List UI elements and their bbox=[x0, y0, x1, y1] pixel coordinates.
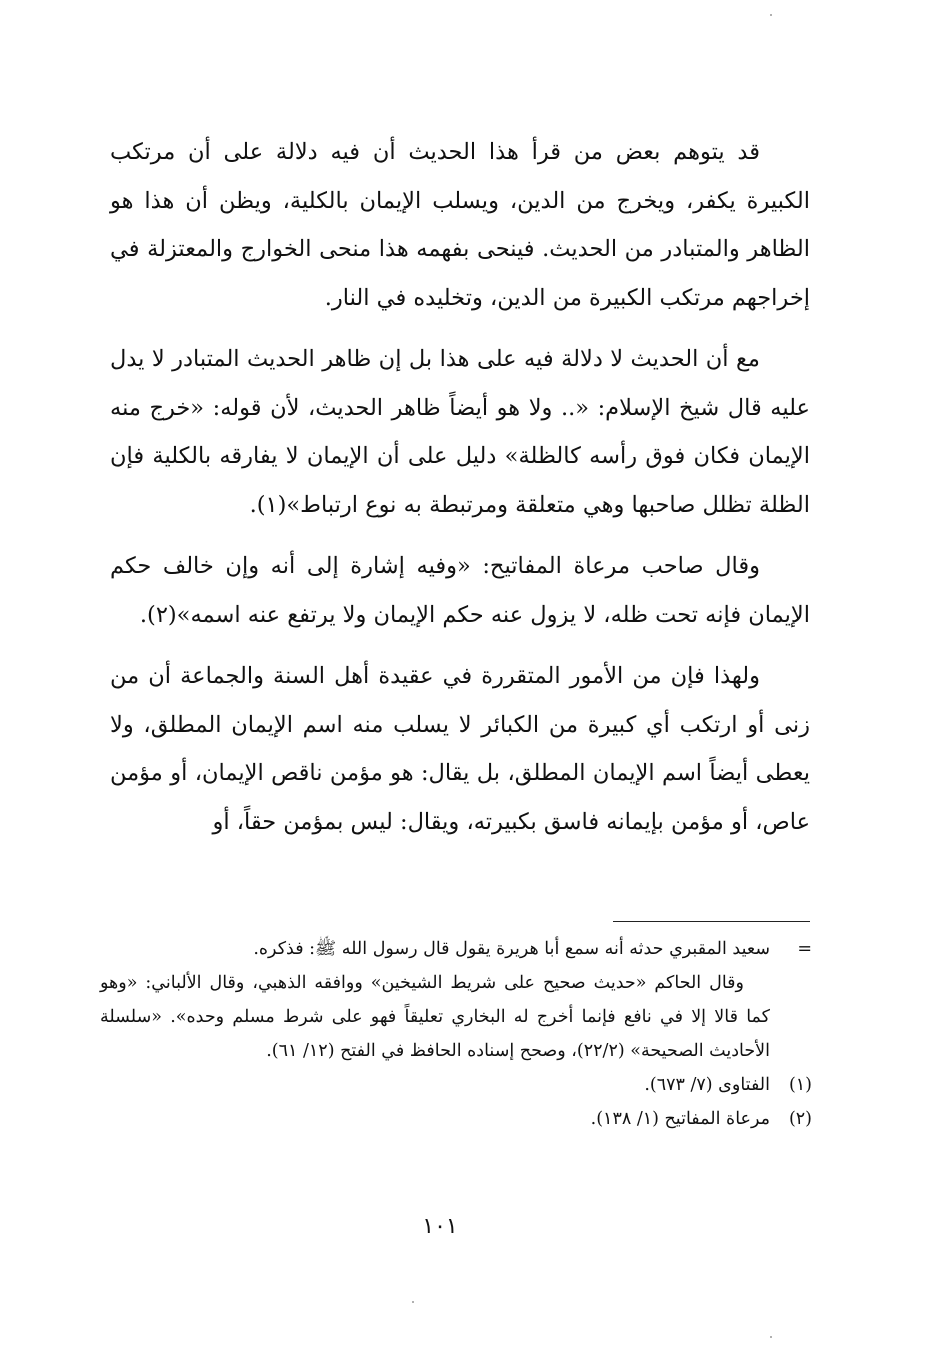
footnote-continuation bbox=[100, 932, 812, 1068]
scan-speck bbox=[412, 1301, 414, 1303]
footnote-1-text: الفتاوى (٧/ ٦٧٣). bbox=[644, 1075, 770, 1095]
footnote-continuation-line-1: سعيد المقبري حدثه أنه سمع أبا هريرة يقول قال رسول الله ﷺ: فذكره. bbox=[253, 939, 770, 959]
footnote-2 bbox=[100, 1102, 812, 1136]
footnote-1-marker: (١) bbox=[788, 1075, 812, 1095]
paragraph-1: قد يتوهم بعض من قرأ هذا الحديث أن فيه دلالة على أن مرتكب الكبيرة يكفر، ويخرج من الدين، ويسلب الإيمان بالكلية، ويظن أن هذا هو الظاهر والمتبادر من الحديث. فينحى بفهمه هذا منحى الخوارج والمعتزلة في إخراجهم مرتكب الكبيرة من الدين، وتخليده في النار. bbox=[110, 139, 810, 311]
footnotes bbox=[100, 932, 812, 1136]
main-text bbox=[110, 128, 810, 859]
page-number: ١٠١ bbox=[422, 1214, 458, 1239]
footnote-1 bbox=[100, 1068, 812, 1102]
footnote-continuation-marker: = bbox=[797, 939, 812, 959]
paragraph-4: ولهذا فإن من الأمور المتقررة في عقيدة أهل السنة والجماعة أن من زنى أو ارتكب أي كبيرة من الكبائر لا يسلب منه اسم الإيمان المطلق، ولا يعطى أيضاً اسم الإيمان المطلق، بل يقال: هو مؤمن ناقص الإيمان، أو مؤمن عاص، أو مؤمن بإيمانه فاسق بكبيرته، ويقال: ليس بمؤمن حقاً، أو bbox=[110, 663, 810, 835]
paragraph-3: وقال صاحب مرعاة المفاتيح: «وفيه إشارة إلى أنه وإن خالف حكم الإيمان فإنه تحت ظله، لا يزول عنه حكم الإيمان ولا يرتفع عنه اسمه»(٢). bbox=[110, 553, 810, 628]
paragraph-2: مع أن الحديث لا دلالة فيه على هذا بل إن ظاهر الحديث المتبادر لا يدل عليه قال شيخ الإسلام: «.. ولا هو أيضاً ظاهر الحديث، لأن قوله: «خرج منه الإيمان فكان فوق رأسه كالظلة» دليل على أن الإيمان لا يفارقه بالكلية فإن الظلة تظلل صاحبها وهي متعلقة ومرتبطة به نوع ارتباط»(١). bbox=[110, 346, 810, 518]
footnote-continuation-line-2: وقال الحاكم «حديث صحيح على شريط الشيخين» ووافقه الذهبي، وقال الألباني: «وهو كما قالا إلا في نافع فإنما أخرج له البخاري تعليقاً فهو على شرط مسلم وحده». «سلسلة الأحاديث الصحيحة» (٢٢/٢)، وصحح إسناده الحافظ في الفتح (١٢/ ٦١). bbox=[100, 973, 770, 1061]
footnote-2-marker: (٢) bbox=[788, 1109, 812, 1129]
scan-speck bbox=[770, 14, 772, 16]
footnote-separator bbox=[613, 921, 810, 922]
footnote-2-text: مرعاة المفاتيح (١/ ١٣٨). bbox=[590, 1109, 770, 1129]
scan-speck bbox=[770, 1336, 772, 1338]
